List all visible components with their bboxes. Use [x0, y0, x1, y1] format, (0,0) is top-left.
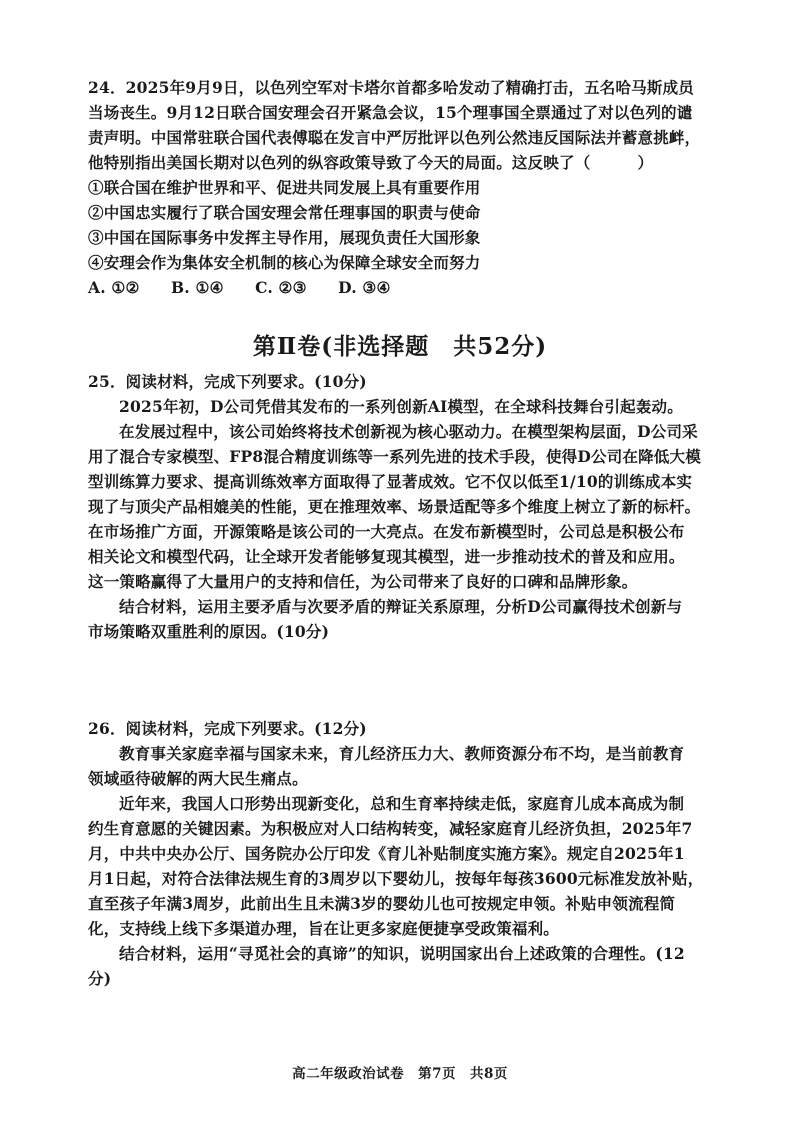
q24-option: ①联合国在维护世界和平、促进共同发展上具有重要作用: [88, 178, 481, 197]
q26-heading: 26．阅读材料，完成下列要求。(12分): [88, 719, 367, 738]
q25-paragraph-line: 相关论文和模型代码，让全球开发者能够复现其模型，进一步推动技术的普及和应用。: [88, 547, 685, 566]
q26-paragraph-line: 教育事关家庭幸福与国家未来，育儿经济压力大、教师资源分布不均，是当前教育: [119, 744, 685, 763]
q25-heading: 25．阅读材料，完成下列要求。(10分): [88, 372, 367, 391]
q24-option: ②中国忠实履行了联合国安理会常任理事国的职责与使命: [88, 203, 481, 222]
page-footer: 高二年级政治试卷 第7页 共8页: [292, 1066, 508, 1082]
q26-paragraph-line: 月，中共中央办公厅、国务院办公厅印发《育儿补贴制度实施方案》。规定自2025年1: [88, 844, 685, 863]
q24-text-line: 责声明。中国常驻联合国代表傅聪在发言中严厉批评以色列公然违反国际法并蓄意挑衅，: [88, 128, 701, 147]
q25-prompt-line: 结合材料，运用主要矛盾与次要矛盾的辩证关系原理，分析D公司赢得技术创新与: [119, 597, 683, 616]
section-title: 第Ⅱ卷(非选择题 共52分): [252, 333, 548, 360]
q25-paragraph-line: 在发展过程中，该公司始终将技术创新视为核心驱动力。在模型架构层面，D公司采: [119, 422, 698, 441]
q24-option: ③中国在国际事务中发挥主导作用，展现负责任大国形象: [88, 228, 481, 247]
q26-paragraph-line: 化，支持线上线下多渠道办理，旨在让更多家庭便捷享受政策福利。: [88, 919, 560, 938]
q25-paragraph-line: 用了混合专家模型、FP8混合精度训练等一系列先进的技术手段，使得D公司在降低大模: [88, 447, 701, 466]
q25-paragraph-line: 这一策略赢得了大量用户的支持和信任，为公司带来了良好的口碑和品牌形象。: [88, 572, 638, 591]
q24-text-line: 24．2025年9月9日，以色列空军对卡塔尔首都多哈发动了精确打击，五名哈马斯成员: [88, 78, 694, 97]
q24-option: ④安理会作为集体安全机制的核心为保障全球安全而努力: [88, 253, 481, 272]
q25-paragraph-line: 2025年初，D公司凭借其发布的一系列创新AI模型，在全球科技舞台引起轰动。: [119, 397, 683, 416]
q26-paragraph-line: 约生育意愿的关键因素。为积极应对人口结构转变，减轻家庭育儿经济负担，2025年7: [88, 819, 693, 838]
q24-text-line: 他特别指出美国长期对以色列的纵容政策导致了今天的局面。这反映了（ ）: [88, 153, 654, 172]
q25-paragraph-line: 型训练算力要求、提高训练效率方面取得了显著成效。它不仅以低至1/10的训练成本实: [88, 472, 693, 491]
q26-paragraph-line: 月1日起，对符合法律法规生育的3周岁以下婴幼儿，按每年每孩3600元标准发放补贴，: [88, 869, 704, 888]
q26-prompt-line: 分): [88, 969, 112, 988]
q24-text-line: 当场丧生。9月12日联合国安理会召开紧急会议，15个理事国全票通过了对以色列的谴: [88, 103, 693, 122]
q25-paragraph-line: 现了与顶尖产品相媲美的性能，更在推理效率、场景适配等多个维度上树立了新的标杆。: [88, 497, 701, 516]
q25-paragraph-line: 在市场推广方面，开源策略是该公司的一大亮点。在发布新模型时，公司总是积极公布: [88, 522, 685, 541]
q24-answer-choices: A. ①② B. ①④ C. ②③ D. ③④: [88, 278, 391, 297]
q26-paragraph-line: 领域亟待破解的两大民生痛点。: [88, 769, 308, 788]
q26-paragraph-line: 近年来，我国人口形势出现新变化，总和生育率持续走低，家庭育儿成本高成为制: [119, 794, 685, 813]
q26-paragraph-line: 直至孩子年满3周岁，此前出生且未满3岁的婴幼儿也可按规定申领。补贴申领流程简: [88, 894, 676, 913]
q25-prompt-line: 市场策略双重胜利的原因。(10分): [88, 622, 330, 641]
q26-prompt-line: 结合材料，运用“寻觅社会的真谛”的知识，说明国家出台上述政策的合理性。(12: [119, 944, 685, 963]
